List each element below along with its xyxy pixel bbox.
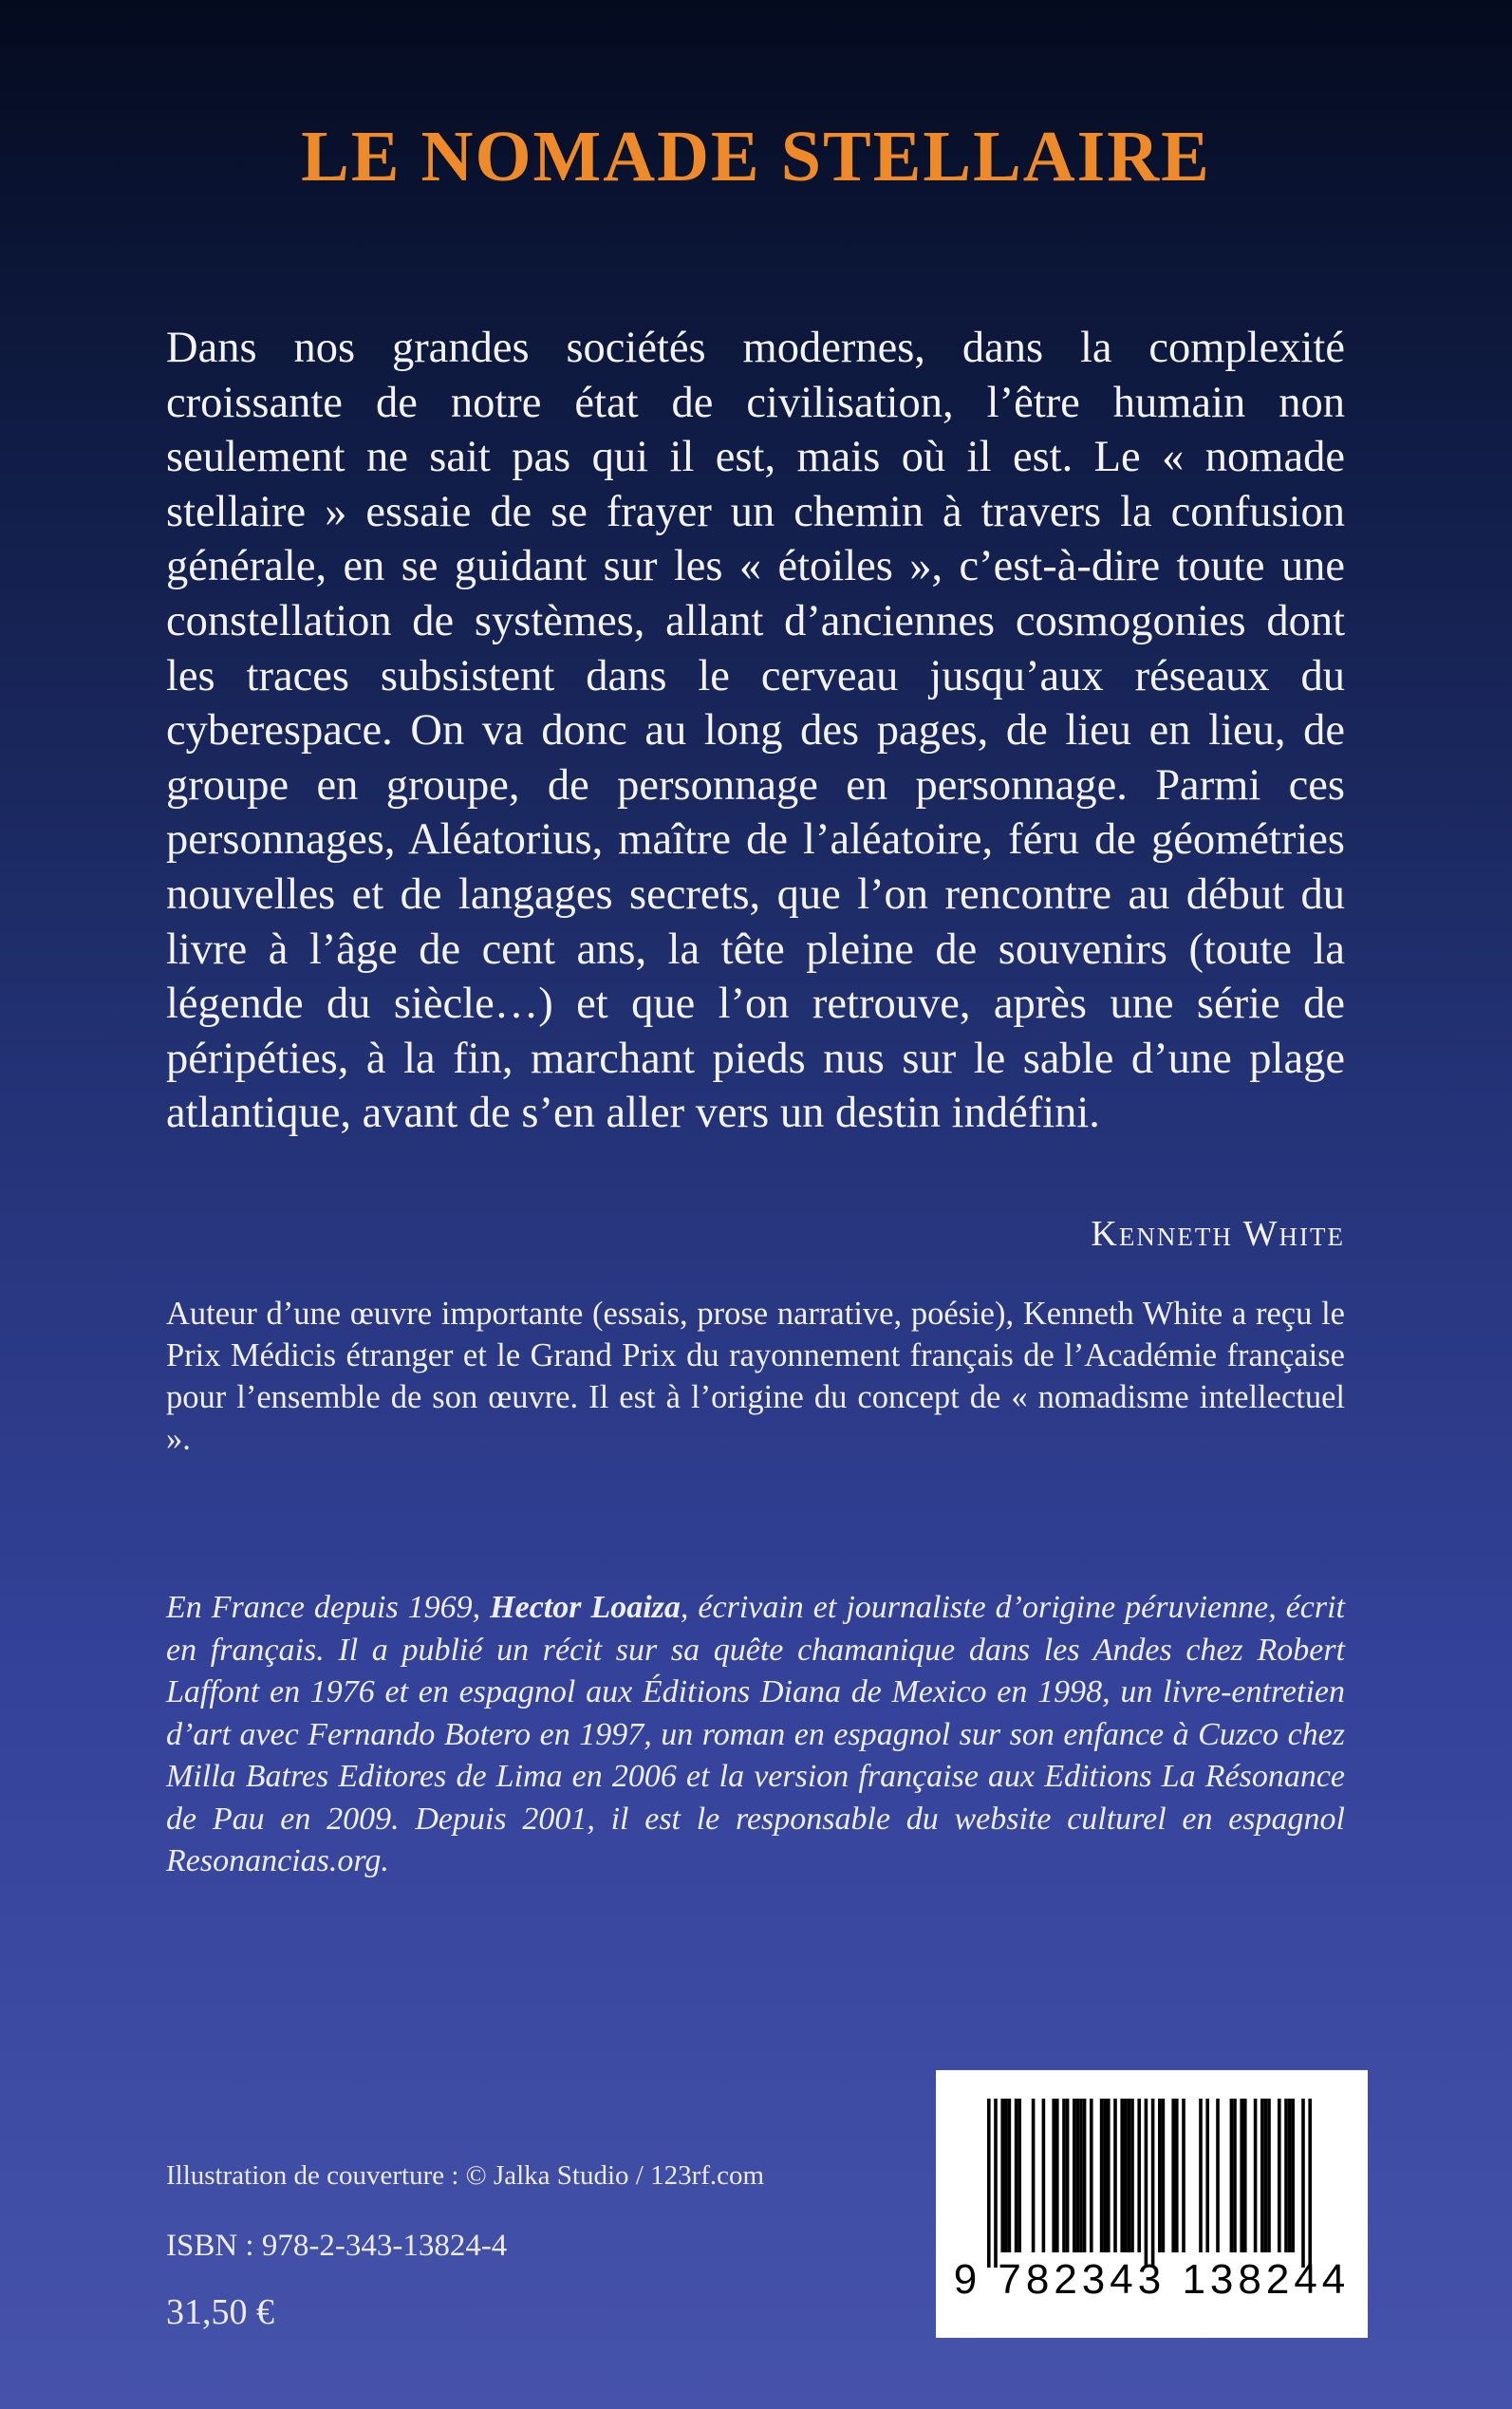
barcode-bar [1199,2099,1203,2252]
barcode-bar [1171,2099,1175,2252]
barcode-bar [1124,2099,1128,2252]
barcode-bar [1301,2099,1305,2268]
author-name: Hector Loaiza [490,1590,681,1625]
barcode-bar [1278,2099,1281,2252]
barcode-bar [1308,2099,1312,2268]
barcode-bar [1015,2099,1018,2252]
barcode-bar [1017,2099,1021,2252]
bio-text: , écrivain et journaliste d’origine péruvienne, écrit en français. Il a publié un récit sur sa quête chamanique dans les Andes chez Robert Laffont en 1976 et en espagnol aux Éditions Diana de Mexico en 1998, un livre-entretien d’art avec Fernando Botero en 1997, un roman en espagnol sur son enfance à Cuzco chez Milla Batres Editores de Lima en 2006 et la version française aux Editions La Résonance de Pau en 2009. Depuis 2001, il est le responsable du website culturel en espagnol Resonancias.org. [166,1590,1346,1878]
hector-loaiza-bio [166,1587,1345,1883]
barcode-bar [1079,2099,1083,2252]
barcode-bar [1130,2099,1134,2252]
barcode-bar [1090,2099,1093,2252]
barcode-bar [1243,2099,1247,2252]
barcode-bar [1076,2099,1080,2252]
barcode-bar [1162,2099,1166,2252]
barcode-bar [1216,2099,1220,2252]
bio-intro: En France depuis 1969, [166,1590,491,1625]
barcode-bar [1254,2099,1258,2252]
barcode-bar [1267,2099,1271,2252]
barcode-bar [1128,2099,1131,2252]
barcode-bar [1062,2099,1066,2252]
barcode-bar [1073,2099,1076,2252]
barcode-bar [1175,2099,1179,2252]
barcode-bar [1230,2099,1234,2252]
barcode-bar [1288,2099,1292,2252]
barcode-bar [1055,2099,1059,2252]
barcode-bar [1113,2099,1117,2252]
barcode-bar [1052,2099,1055,2252]
book-title: LE NOMADE STELLAIRE [301,117,1211,196]
barcode-bar [1032,2099,1036,2252]
barcode-bar [1284,2099,1288,2252]
barcode-bar [1120,2099,1124,2252]
barcode-bar [1240,2099,1243,2252]
barcode-bar [1103,2099,1107,2252]
barcode-bar [1000,2099,1004,2252]
barcode-bar [1004,2099,1008,2252]
barcode-bar [1151,2099,1155,2268]
barcode [936,2070,1368,2338]
barcode-bar [1066,2099,1070,2252]
barcode-bar [1008,2099,1012,2252]
isbn-number: ISBN : 978-2-343-13824-4 [166,2229,508,2263]
barcode-bar [1233,2099,1237,2252]
barcode-bar [1264,2099,1268,2252]
barcode-bar [1182,2099,1185,2252]
barcode-digits: 9 782343 138244 [953,2256,1351,2303]
barcode-bar [1100,2099,1104,2252]
barcode-bar [1158,2099,1162,2252]
book-blurb: Dans nos grandes sociétés modernes, dans la complexité croissante de notre état de civilisation, l’être humain non seulement ne sait pas qui il est, mais où il est. Le « nomade stellaire » essaie de se frayer un chemin à travers la confusion générale, en se guidant sur les « étoiles », c’est-à-dire toute une constellation de systèmes, allant d’anciennes cosmogonies dont les traces subsistent dans le cerveau jusqu’aux réseaux du cyberespace. On va donc au long des pages, de lieu en lieu, de groupe en groupe, de personnage en personnage. Parmi ces personnages, Aléatorius, maître de l’aléatoire, féru de géométries nouvelles et de langages secrets, que l’on rencontre au début du livre à l’âge de cent ans, la tête pleine de souvenirs (toute la légende du siècle…) et que l’on retrouve, après une série de péripéties, à la fin, marchant pieds nus sur le sable d’une plage atlantique, avant de s’en aller vers un destin indéfini. [166,324,1345,1138]
price-label: 31,50 € [166,2292,274,2332]
kenneth-white-bio: Auteur d’une œuvre importante (essais, prose narrative, poésie), Kenneth White a reçu le Prix Médicis étranger et le Grand Prix du rayonnement français de l’Académie française pour l’ensemble de son œuvre. Il est à l’origine du concept de « nomadisme intellectuel ». [166,1296,1345,1457]
illustration-credit: Illustration de couverture : © Jalka Studio / 123rf.com [166,2160,765,2191]
barcode-bar [994,2099,998,2268]
barcode-bar [987,2099,991,2268]
barcode-bar [1205,2099,1209,2252]
blurb-signature: Kenneth White [1091,1214,1345,1254]
barcode-bar [1042,2099,1046,2252]
barcode-bar [1291,2099,1295,2252]
barcode-bar [1083,2099,1087,2252]
barcode-bar [1145,2099,1148,2268]
barcode-bar [1137,2099,1141,2252]
barcode-bar [1260,2099,1264,2252]
barcode-bar [1107,2099,1111,2252]
